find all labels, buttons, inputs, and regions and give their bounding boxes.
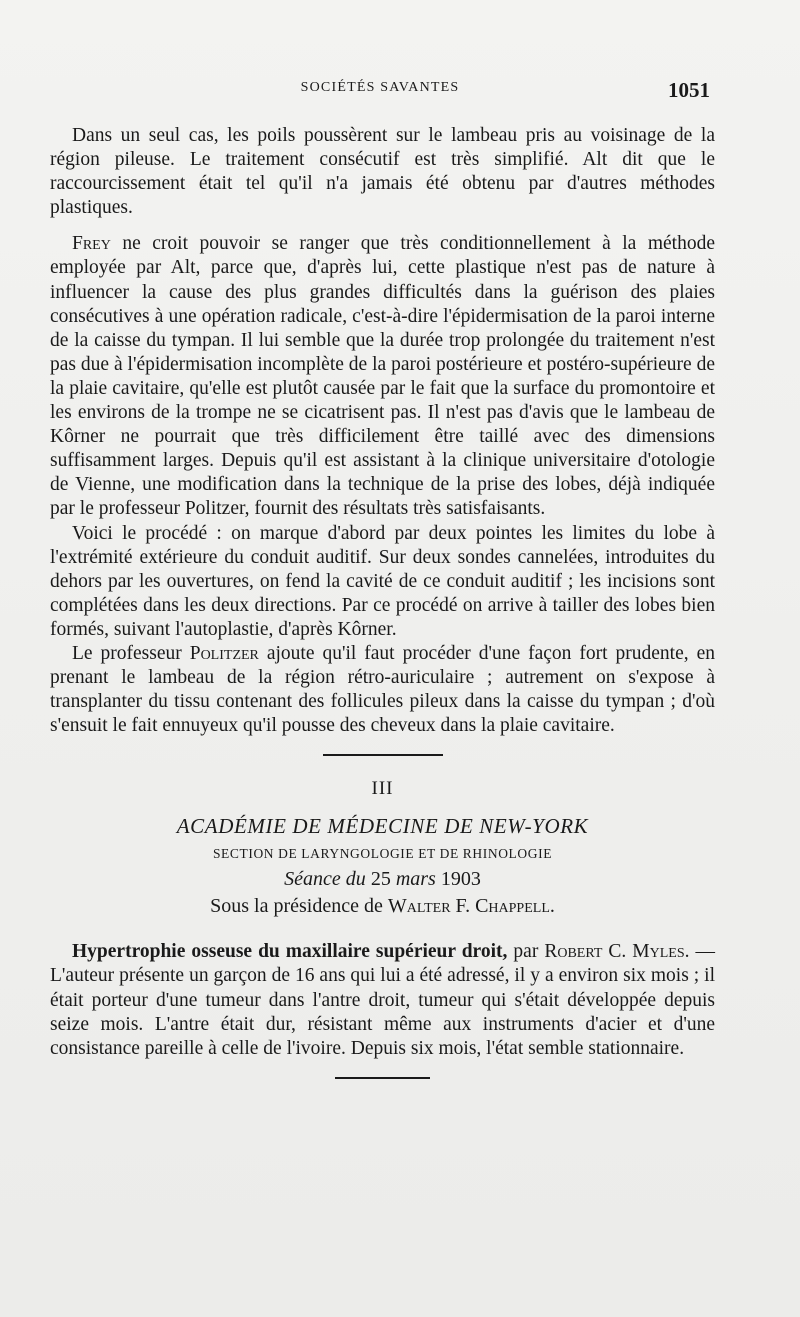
paragraph-2 (50, 232, 715, 521)
end-rule (335, 1077, 430, 1079)
case-text: — L'auteur présente un garçon de 16 ans qui lui a été adressé, il y a environ six mois ; il était porteur d'une tumeur dans l'antre droit, tumeur qui s'était développée depuis seize mois. L'antre était dur, résistant même aux instruments d'acier et d'une consistance pareille à celle de l'ivoire. Depuis six mois, l'état semble stationnaire. (50, 941, 716, 1059)
case-title: Hypertrophie osseuse du maxillaire supérieur droit, (72, 941, 508, 963)
paragraph-4-text: ajoute qu'il faut procéder d'une façon fort prudente, en prenant le lambeau de la région rétro-auriculaire ; autrement on s'expose à transplanter du tissu contenant des follicules pileux dans la caisse du tympan ; d'où s'ensuit le fait ennuyeux qu'il pousse des cheveux dans la plaie cavitaire. (50, 642, 715, 737)
seance-date: 25 (370, 868, 391, 891)
section-divider (323, 754, 443, 756)
paragraph-4-start: Le professeur (72, 642, 190, 664)
case-by: par (507, 941, 545, 963)
person-name-politzer: Politzer (189, 642, 259, 664)
person-name-frey: Frey (72, 233, 111, 255)
presidence-prefix: Sous la présidence de (210, 895, 388, 918)
case-author: Robert C. Myles. (544, 941, 690, 963)
paragraph-4 (50, 642, 715, 738)
paragraph-1: Dans un seul cas, les poils poussèrent sur le lambeau pris au voisinage de la région pileuse. Le traitement consécutif est très simplifié. Alt dit que le raccourcissement était tel qu'il n'a jamais été obtenu par d'autres méthodes plastiques. (50, 125, 715, 219)
seance-line (50, 868, 715, 891)
paragraph-2-text: ne croit pouvoir se ranger que très conditionnellement à la méthode employée par Alt, parce que, d'après lui, cette plastique n'est pas de nature à influencer la cause des plus grandes difficultés dans la guérison des plaies consécutives à une opération radicale, c'est-à-dire l'épidermisation de la paroi interne de la caisse du tympan. Il lui semble que la durée trop prolongée du traitement n'est pas due à l'épidermisation incomplète de la paroi postérieure et postéro-supérieure de la plaie cavitaire, qu'elle est plutôt causée par le fait que la surface du promontoire et les environs de la trompe ne se cicatrisent pas. Il n'est pas d'avis que le lambeau de Kôrner ne pourrait que très difficilement être taillé avec des dimensions suffisamment larges. Depuis qu'il est assistant à la clinique universitaire d'otologie de Vienne, une modification dans la technique de la prise des lobes, déjà indiquée par le professeur Politzer, fournit des résultats très satisfaisants. (50, 233, 715, 520)
section-subtitle: SECTION DE LARYNGOLOGIE ET DE RHINOLOGIE (212, 846, 553, 862)
page-header (50, 78, 710, 104)
body-text (50, 124, 715, 1079)
presidence-line (50, 895, 715, 918)
section-number: III (371, 778, 394, 800)
section-title: ACADÉMIE DE MÉDECINE DE NEW-YORK (176, 814, 589, 839)
seance-month: mars (390, 868, 441, 891)
case-report (50, 940, 715, 1060)
seance-year: 1903 (440, 868, 481, 891)
page-number: 1051 (668, 78, 710, 102)
seance-prefix: Séance du (284, 868, 371, 891)
paragraph-3: Voici le procédé : on marque d'abord par deux pointes les limites du lobe à l'extrémité extérieure du conduit auditif. Sur deux sondes cannelées, introduites du dehors par les ouvertures, on fend la cavité de ce conduit auditif ; les incisions sont complétées dans les deux directions. Par ce procédé on arrive à tailler des lobes bien formés, suivant l'autoplastie, d'après Kôrner. (50, 522, 715, 640)
running-head: SOCIÉTÉS SAVANTES (300, 80, 460, 95)
president-name: Walter F. Chappell. (387, 895, 555, 918)
